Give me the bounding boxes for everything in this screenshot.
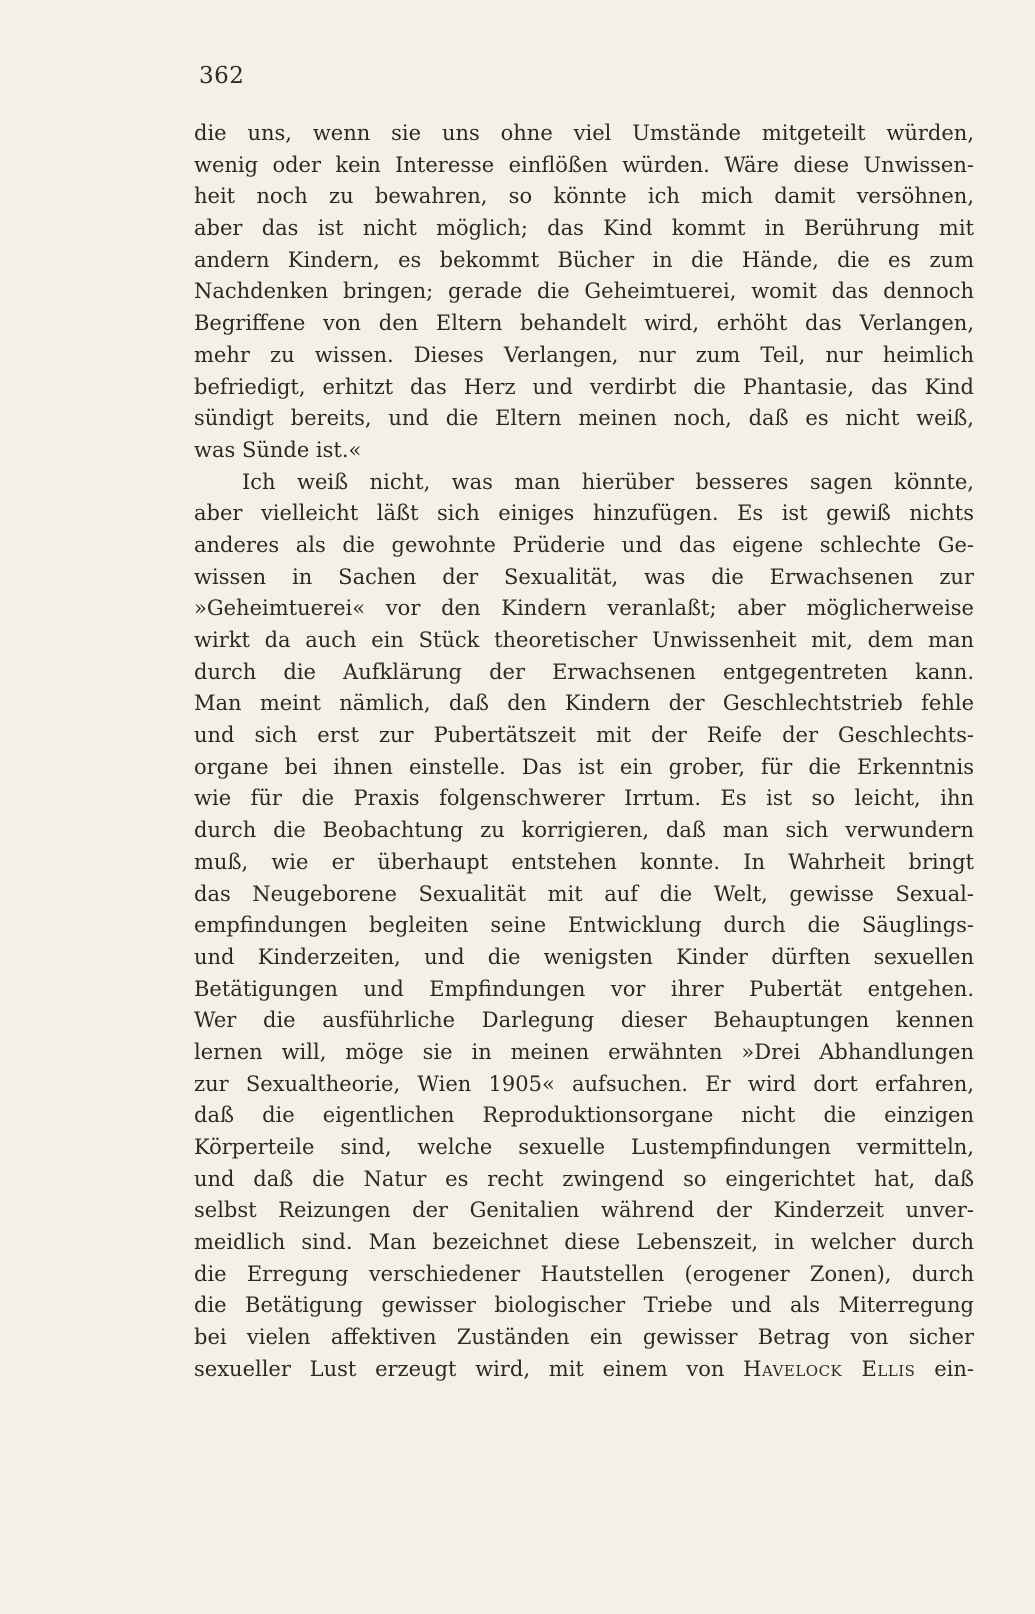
text-line: aber das ist nicht möglich; das Kind kommt in Berührung mit — [194, 216, 974, 241]
text-line: wenig oder kein Interesse einflößen würden. Wäre diese Unwissen- — [194, 152, 974, 177]
text-line: mehr zu wissen. Dieses Verlangen, nur zum Teil, nur heimlich — [194, 342, 974, 367]
text-line: anderes als die gewohnte Prüderie und das eigene schlechte Ge- — [194, 532, 974, 557]
author-name: Havelock Ellis — [743, 1356, 916, 1381]
text-line: aber vielleicht läßt sich einiges hinzufügen. Es ist gewiß nichts — [194, 501, 974, 526]
page-number: 362 — [199, 63, 245, 89]
text-line: Körperteile sind, welche sexuelle Lustempfindungen vermitteln, — [194, 1135, 974, 1159]
text-line: lernen will, möge sie in meinen erwähnten »Drei Abhandlungen — [194, 1039, 974, 1064]
text-line: muß, wie er überhaupt entstehen konnte. In Wahrheit bringt — [194, 849, 974, 874]
text-line: und sich erst zur Pubertätszeit mit der Reife der Geschlechts- — [194, 723, 974, 748]
text-line: das Neugeborene Sexualität mit auf die Welt, gewisse Sexual- — [194, 881, 974, 906]
text-line: daß die eigentlichen Reproduktionsorgane nicht die einzigen — [194, 1103, 974, 1128]
text-line: die Betätigung gewisser biologischer Triebe und als Miterregung — [194, 1293, 974, 1318]
text-line: und daß die Natur es recht zwingend so eingerichtet hat, daß — [194, 1166, 974, 1191]
text-line: selbst Reizungen der Genitalien während der Kinderzeit unver- — [194, 1198, 974, 1223]
paragraph-first-line: Ich weiß nicht, was man hierüber besseres sagen könnte, — [242, 469, 974, 494]
text-line: durch die Aufklärung der Erwachsenen entgegentreten kann. — [194, 659, 974, 684]
text-fragment: sexueller Lust erzeugt wird, mit einem von — [194, 1356, 744, 1381]
text-line: empfindungen begleiten seine Entwicklung durch die Säuglings- — [194, 913, 974, 938]
text-line: die uns, wenn sie uns ohne viel Umstände mitgeteilt würden, — [194, 121, 974, 145]
text-line: heit noch zu bewahren, so könnte ich mich damit versöhnen, — [194, 184, 974, 209]
text-line: Betätigungen und Empfindungen vor ihrer Pubertät entgehen. — [194, 976, 974, 1001]
text-line: und Kinderzeiten, und die wenigsten Kinder dürften sexuellen — [194, 944, 974, 969]
text-line: Man meint nämlich, daß den Kindern der Geschlechtstrieb fehle — [194, 691, 974, 716]
text-line: organe bei ihnen einstelle. Das ist ein grober, für die Erkenntnis — [194, 754, 974, 779]
text-line: wirkt da auch ein Stück theoretischer Unwissenheit mit, dem man — [194, 628, 974, 652]
text-line: wissen in Sachen der Sexualität, was die Erwachsenen zur — [194, 564, 974, 589]
text-line: bei vielen affektiven Zuständen ein gewisser Betrag von sicher — [194, 1325, 974, 1350]
text-line: Begriffene von den Eltern behandelt wird, erhöht das Verlangen, — [194, 311, 974, 336]
text-line: Nachdenken bringen; gerade die Geheimtuerei, womit das dennoch — [194, 279, 974, 304]
text-line: »Geheimtuerei« vor den Kindern veranlaßt; aber möglicherweise — [194, 596, 974, 621]
text-line: meidlich sind. Man bezeichnet diese Lebenszeit, in welcher durch — [194, 1230, 974, 1255]
text-fragment: ein- — [915, 1356, 974, 1381]
text-line: durch die Beobachtung zu korrigieren, daß man sich verwundern — [194, 818, 974, 843]
body-text — [194, 118, 974, 1386]
text-line: sündigt bereits, und die Eltern meinen noch, daß es nicht weiß, — [194, 406, 974, 431]
text-line: zur Sexualtheorie, Wien 1905« aufsuchen. Er wird dort erfahren, — [194, 1071, 974, 1096]
text-line: die Erregung verschiedener Hautstellen (erogener Zonen), durch — [194, 1261, 974, 1286]
text-line: was Sünde ist.« — [194, 437, 362, 462]
text-line: wie für die Praxis folgenschwerer Irrtum. Es ist so leicht, ihn — [194, 786, 974, 811]
text-line: andern Kindern, es bekommt Bücher in die Hände, die es zum — [194, 247, 974, 272]
text-line: befriedigt, erhitzt das Herz und verdirbt die Phantasie, das Kind — [194, 374, 974, 399]
text-line: Wer die ausführliche Darlegung dieser Behauptungen kennen — [194, 1008, 974, 1033]
text-line-last — [194, 1354, 974, 1386]
